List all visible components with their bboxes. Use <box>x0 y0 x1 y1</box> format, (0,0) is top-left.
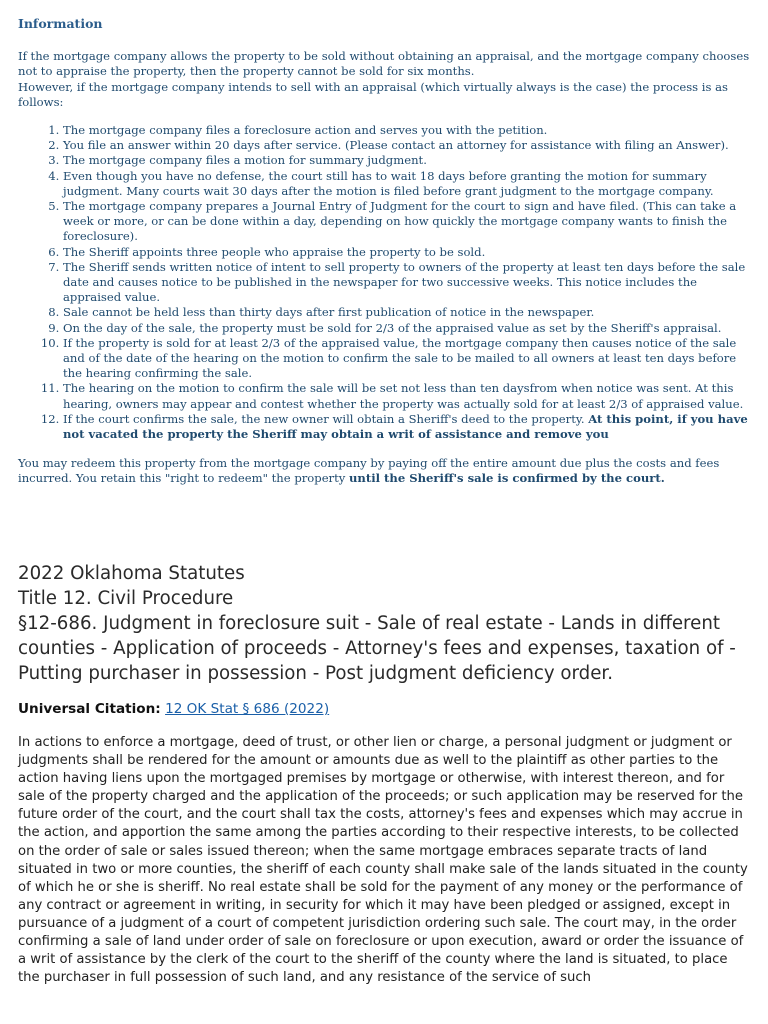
citation-link[interactable]: 12 OK Stat § 686 (2022) <box>165 701 330 717</box>
redeem-paragraph <box>18 456 752 486</box>
redeem-bold-text: until the Sheriff's sale is confirmed by the court. <box>349 471 665 486</box>
intro-paragraph-1: If the mortgage company allows the property to be sold without obtaining an appraisal, and the mortgage company chooses not to appraise the property, then the property cannot be sold for six months. <box>18 49 750 79</box>
list-item: 7. The Sheriff sends written notice of intent to sell property to owners of the property at least ten days before the sale date and causes notice to be published in the newspaper for two successive weeks. This notice includes the appraised value. <box>63 260 752 306</box>
list-item: 2. You file an answer within 20 days after service. (Please contact an attorney for assistance with filing an Answer). <box>63 138 752 153</box>
redeem-text: You may redeem this property from the mortgage company by paying off the entire amount due plus the costs and fees incurred. You retain this "right to redeem" the property <box>18 456 720 486</box>
step-12-bold-text: At this point, if you have not vacated the property the Sheriff may obtain a writ of assistance and remove you <box>63 411 748 442</box>
list-item: 9. On the day of the sale, the property must be sold for 2/3 of the appraised value as set by the Sheriff's appraisal. <box>63 321 752 336</box>
list-item: 1. The mortgage company files a foreclosure action and serves you with the petition. <box>63 123 752 138</box>
statute-title: Title 12. Civil Procedure <box>18 588 234 609</box>
information-heading: Information <box>18 16 103 31</box>
list-item: 10. If the property is sold for at least 2/3 of the appraised value, the mortgage company then causes notice of the sale and of the date of the hearing on the motion to confirm the sale to be mailed to all owners at least ten days before the hearing confirming the sale. <box>63 336 752 382</box>
list-item: 5. The mortgage company prepares a Journal Entry of Judgment for the court to sign and have filed. (This can take a week or more, or can be done within a day, depending on how quickly the mortgage company wants to finish the foreclosure). <box>63 199 752 245</box>
list-item: 4. Even though you have no defense, the court still has to wait 18 days before granting the motion for summary judgment. Many courts wait 30 days after the motion is filed before grant judgment to the mortgage company. <box>63 169 752 199</box>
list-item: 8. Sale cannot be held less than thirty days after first publication of notice in the newspaper. <box>63 305 752 320</box>
citation-label: Universal Citation: <box>18 701 161 717</box>
information-section <box>18 14 752 487</box>
universal-citation <box>18 700 752 718</box>
list-item: 11. The hearing on the motion to confirm the sale will be set not less than ten daysfrom when notice was sent. At this hearing, owners may appear and contest whether the property was actually sold for at least 2/3 of appraised value. <box>63 381 752 411</box>
list-item <box>63 412 752 442</box>
list-item: 3. The mortgage company files a motion for summary judgment. <box>63 153 752 168</box>
process-steps-list <box>18 123 752 442</box>
statute-body-text: In actions to enforce a mortgage, deed of trust, or other lien or charge, a personal judgment or judgment or judgments shall be rendered for the amount or amounts due as well to the plaintiff as other parties to the action having liens upon the mortgaged premises by mortgage or otherwise, with interest thereon, and for sale of the property charged and the application of the proceeds; or such application may be reserved for the future order of the court, and the court shall tax the costs, attorney's fees and expenses which may accrue in the action, and apportion the same among the parties according to their respective interests, to be collected on the order of sale or sales issued thereon; when the same mortgage embraces separate tracts of land situated in two or more counties, the sheriff of each county shall make sale of the lands situated in the county of which he or she is sheriff. No real estate shall be sold for the payment of any money or the performance of any contract or agreement in writing, in security for which it may have been pledged or assigned, except in pursuance of a judgment of a court of competent jurisdiction ordering such sale. The court may, in the order confirming a sale of land under order of sale on foreclosure or upon execution, award or order the issuance of a writ of assistance by the clerk of the court to the sheriff of the county where the land is situated, to place the purchaser in full possession of such land, and any resistance of the service of such <box>18 735 748 986</box>
statute-year: 2022 Oklahoma Statutes <box>18 563 245 584</box>
statute-section <box>18 561 752 987</box>
list-item: 6. The Sheriff appoints three people who appraise the property to be sold. <box>63 245 752 260</box>
intro-paragraph-2: However, if the mortgage company intends to sell with an appraisal (which virtually always is the case) the process is as follows: <box>18 79 728 109</box>
step-12-text: If the court confirms the sale, the new owner will obtain a Sheriff's deed to the property. <box>63 411 589 426</box>
statute-section-heading: §12-686. Judgment in foreclosure suit - Sale of real estate - Lands in different counties - Application of proceeds - Attorney's fees and expenses, taxation of - Putting purchaser in possession - Post judgment deficiency order. <box>18 613 736 684</box>
